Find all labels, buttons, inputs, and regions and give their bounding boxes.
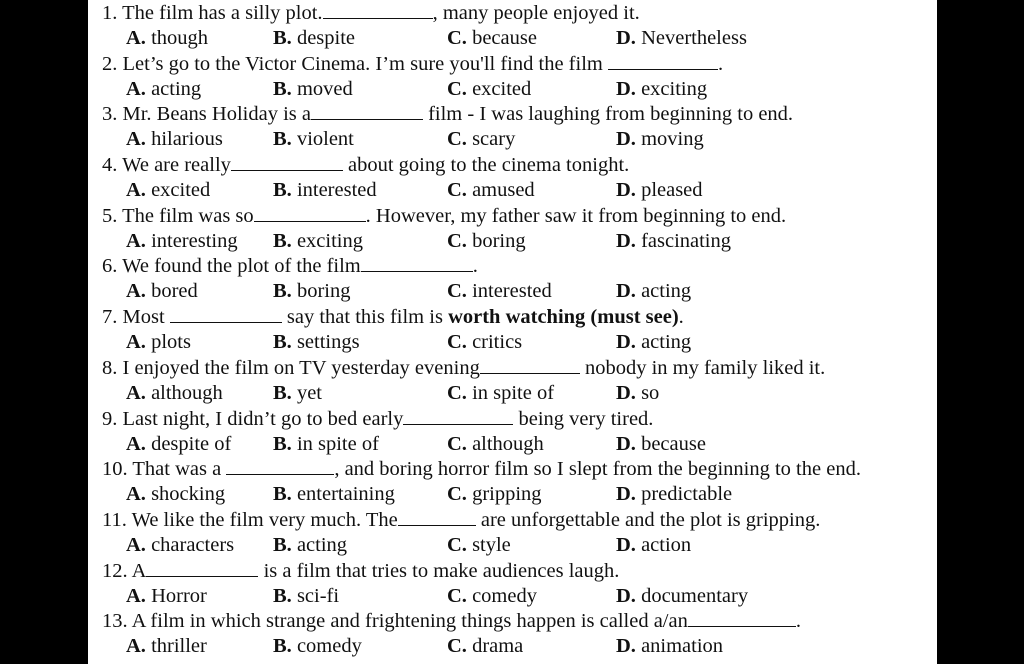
question-12 bbox=[102, 559, 937, 610]
question-text-after: are unforgettable and the plot is gripping. bbox=[475, 508, 821, 531]
option-d bbox=[616, 77, 707, 102]
option-b bbox=[273, 178, 377, 203]
question-text-after: being very tired. bbox=[513, 407, 654, 430]
option-text: excited bbox=[151, 179, 211, 202]
answer-blank bbox=[231, 154, 343, 171]
option-a bbox=[126, 634, 207, 659]
question-number: 10. bbox=[102, 458, 133, 481]
option-c bbox=[447, 482, 542, 507]
answer-blank bbox=[146, 560, 258, 577]
option-c bbox=[447, 330, 522, 355]
option-text: critics bbox=[472, 331, 523, 354]
option-text: acting bbox=[151, 77, 202, 100]
option-text: comedy bbox=[472, 584, 537, 607]
option-a bbox=[126, 330, 191, 355]
option-text: shocking bbox=[151, 483, 226, 506]
question-text-before: We like the film very much. The bbox=[131, 508, 398, 531]
option-b bbox=[273, 229, 363, 254]
option-text: thriller bbox=[151, 635, 207, 658]
option-letter: C. bbox=[447, 280, 467, 303]
option-letter: B. bbox=[273, 331, 292, 354]
answer-blank bbox=[688, 610, 796, 627]
question-text-before: The film was so bbox=[122, 204, 254, 227]
question-stem bbox=[102, 457, 937, 482]
option-text: despite of bbox=[151, 432, 232, 455]
answer-options bbox=[102, 381, 937, 406]
question-text-before: We are really bbox=[122, 154, 231, 177]
question-text-before: A film in which strange and frightening things happen is called a/an bbox=[131, 610, 688, 633]
question-text-before: I enjoyed the film on TV yesterday evening bbox=[122, 356, 480, 379]
option-text: exciting bbox=[641, 77, 708, 100]
answer-options bbox=[102, 634, 937, 659]
option-text: moving bbox=[641, 128, 704, 151]
question-10 bbox=[102, 457, 937, 508]
question-number: 6. bbox=[102, 255, 123, 278]
question-number: 13. bbox=[102, 610, 132, 633]
option-text: because bbox=[641, 432, 706, 455]
question-stem bbox=[102, 254, 937, 279]
option-text: in spite of bbox=[472, 381, 555, 404]
answer-blank bbox=[170, 306, 282, 323]
option-text: drama bbox=[472, 635, 524, 658]
question-text-after: about going to the cinema tonight. bbox=[342, 154, 630, 177]
option-letter: A. bbox=[126, 584, 146, 607]
option-text: settings bbox=[296, 331, 360, 354]
option-letter: C. bbox=[447, 179, 467, 202]
option-letter: C. bbox=[447, 432, 467, 455]
answer-blank bbox=[398, 509, 476, 526]
question-text-end: . bbox=[678, 306, 684, 329]
question-number: 1. bbox=[102, 2, 123, 24]
option-b bbox=[273, 127, 354, 152]
option-letter: A. bbox=[126, 27, 146, 49]
question-1 bbox=[102, 1, 937, 52]
question-2 bbox=[102, 52, 937, 103]
option-text: entertaining bbox=[296, 483, 395, 506]
question-3 bbox=[102, 102, 937, 153]
question-text-after: nobody in my family liked it. bbox=[579, 356, 826, 379]
option-text: action bbox=[641, 533, 692, 556]
worksheet-page bbox=[88, 0, 937, 664]
option-b bbox=[273, 381, 322, 406]
question-text-before: Mr. Beans Holiday is a bbox=[122, 103, 311, 126]
option-letter: A. bbox=[126, 77, 146, 100]
answer-blank bbox=[254, 205, 366, 222]
question-text-before: Most bbox=[122, 306, 170, 329]
question-stem bbox=[102, 508, 937, 533]
option-a bbox=[126, 127, 223, 152]
question-number: 2. bbox=[102, 52, 123, 75]
option-text: excited bbox=[472, 77, 532, 100]
answer-options bbox=[102, 533, 937, 558]
option-a bbox=[126, 482, 225, 507]
option-c bbox=[447, 229, 526, 254]
option-d bbox=[616, 381, 659, 406]
option-letter: A. bbox=[126, 432, 146, 455]
question-number: 3. bbox=[102, 103, 123, 126]
option-letter: B. bbox=[273, 533, 292, 556]
answer-options bbox=[102, 178, 937, 203]
option-letter: D. bbox=[616, 635, 636, 658]
option-letter: C. bbox=[447, 229, 467, 252]
answer-blank bbox=[403, 408, 513, 425]
option-c bbox=[447, 634, 523, 659]
option-c bbox=[447, 26, 537, 51]
question-stem bbox=[102, 559, 937, 584]
option-letter: C. bbox=[447, 27, 467, 49]
question-text-before: That was a bbox=[132, 458, 227, 481]
option-letter: D. bbox=[616, 432, 636, 455]
question-text-after: . bbox=[472, 255, 478, 278]
option-a bbox=[126, 26, 208, 51]
option-text: moved bbox=[296, 77, 353, 100]
question-number: 12. bbox=[102, 559, 132, 582]
option-letter: D. bbox=[616, 280, 636, 303]
question-text-before: We found the plot of the film bbox=[122, 255, 361, 278]
option-d bbox=[616, 26, 747, 51]
option-a bbox=[126, 178, 210, 203]
option-letter: A. bbox=[126, 128, 146, 151]
option-b bbox=[273, 279, 350, 304]
option-letter: D. bbox=[616, 179, 636, 202]
option-text: style bbox=[472, 533, 511, 556]
answer-options bbox=[102, 279, 937, 304]
option-letter: D. bbox=[616, 331, 636, 354]
option-letter: B. bbox=[273, 128, 292, 151]
answer-options bbox=[102, 482, 937, 507]
option-text: in spite of bbox=[296, 432, 379, 455]
question-stem bbox=[102, 153, 937, 178]
option-text: because bbox=[472, 27, 537, 49]
answer-options bbox=[102, 77, 937, 102]
question-text-before: The film has a silly plot. bbox=[122, 2, 323, 24]
option-b bbox=[273, 533, 347, 558]
option-text: predictable bbox=[641, 483, 733, 506]
option-d bbox=[616, 584, 748, 609]
question-number: 5. bbox=[102, 204, 123, 227]
question-text-after: . However, my father saw it from beginning to end. bbox=[365, 204, 787, 227]
option-letter: D. bbox=[616, 483, 636, 506]
question-stem bbox=[102, 356, 937, 381]
option-letter: A. bbox=[126, 331, 146, 354]
option-letter: B. bbox=[273, 432, 292, 455]
question-text-before: A bbox=[131, 559, 147, 582]
option-text: gripping bbox=[472, 483, 542, 506]
option-text: violent bbox=[296, 128, 354, 151]
answer-blank bbox=[608, 53, 718, 70]
answer-options bbox=[102, 26, 937, 51]
option-d bbox=[616, 634, 723, 659]
question-text-after: , many people enjoyed it. bbox=[432, 2, 640, 24]
option-text: bored bbox=[151, 280, 198, 303]
option-text: pleased bbox=[641, 179, 703, 202]
option-a bbox=[126, 229, 238, 254]
answer-blank bbox=[226, 458, 334, 475]
question-text-bold: worth watching (must see) bbox=[448, 306, 679, 329]
question-7 bbox=[102, 305, 937, 356]
option-letter: B. bbox=[273, 635, 292, 658]
option-a bbox=[126, 584, 207, 609]
question-9 bbox=[102, 407, 937, 458]
option-letter: B. bbox=[273, 483, 292, 506]
option-c bbox=[447, 279, 552, 304]
question-number: 7. bbox=[102, 306, 123, 329]
option-b bbox=[273, 432, 379, 457]
answer-options bbox=[102, 584, 937, 609]
option-letter: D. bbox=[616, 27, 636, 49]
question-13 bbox=[102, 609, 937, 660]
option-c bbox=[447, 381, 554, 406]
option-letter: B. bbox=[273, 179, 292, 202]
option-text: plots bbox=[151, 331, 191, 354]
option-d bbox=[616, 533, 691, 558]
option-text: sci-fi bbox=[296, 584, 340, 607]
question-8 bbox=[102, 356, 937, 407]
option-letter: A. bbox=[126, 381, 146, 404]
option-letter: D. bbox=[616, 381, 636, 404]
question-5 bbox=[102, 204, 937, 255]
option-text: documentary bbox=[641, 584, 749, 607]
option-letter: A. bbox=[126, 280, 146, 303]
option-text: although bbox=[151, 381, 223, 404]
option-d bbox=[616, 127, 704, 152]
option-d bbox=[616, 178, 703, 203]
option-b bbox=[273, 584, 339, 609]
option-text: though bbox=[151, 27, 209, 49]
question-text-before: Last night, I didn’t go to bed early bbox=[122, 407, 404, 430]
option-letter: D. bbox=[616, 533, 636, 556]
option-text: so bbox=[641, 381, 660, 404]
option-letter: D. bbox=[616, 77, 636, 100]
answer-blank bbox=[361, 255, 473, 272]
option-a bbox=[126, 381, 223, 406]
option-text: acting bbox=[641, 280, 692, 303]
option-letter: C. bbox=[447, 128, 467, 151]
option-letter: D. bbox=[616, 229, 636, 252]
option-text: exciting bbox=[296, 229, 363, 252]
question-number: 8. bbox=[102, 356, 123, 379]
option-letter: B. bbox=[273, 27, 292, 49]
option-letter: B. bbox=[273, 584, 292, 607]
option-text: interested bbox=[296, 179, 377, 202]
option-text: boring bbox=[472, 229, 526, 252]
option-letter: D. bbox=[616, 128, 636, 151]
option-a bbox=[126, 77, 201, 102]
question-text-before: Let’s go to the Victor Cinema. I’m sure you'll find the film bbox=[122, 52, 608, 75]
question-6 bbox=[102, 254, 937, 305]
question-text-after: film - I was laughing from beginning to end. bbox=[422, 103, 794, 126]
option-c bbox=[447, 178, 535, 203]
option-c bbox=[447, 584, 537, 609]
option-c bbox=[447, 77, 531, 102]
option-letter: C. bbox=[447, 533, 467, 556]
option-letter: B. bbox=[273, 229, 292, 252]
question-text-after: . bbox=[717, 52, 724, 75]
option-d bbox=[616, 330, 691, 355]
option-letter: C. bbox=[447, 635, 467, 658]
answer-options bbox=[102, 229, 937, 254]
option-b bbox=[273, 330, 360, 355]
question-stem bbox=[102, 609, 937, 634]
option-text: Nevertheless bbox=[641, 27, 747, 49]
question-stem bbox=[102, 1, 937, 26]
question-stem bbox=[102, 407, 937, 432]
option-b bbox=[273, 26, 355, 51]
option-b bbox=[273, 482, 395, 507]
option-text: animation bbox=[641, 635, 724, 658]
option-a bbox=[126, 432, 231, 457]
option-text: characters bbox=[151, 533, 235, 556]
question-stem bbox=[102, 52, 937, 77]
option-d bbox=[616, 482, 732, 507]
option-text: scary bbox=[472, 128, 516, 151]
question-11 bbox=[102, 508, 937, 559]
question-stem bbox=[102, 305, 937, 330]
option-a bbox=[126, 533, 234, 558]
question-4 bbox=[102, 153, 937, 204]
option-letter: C. bbox=[447, 584, 467, 607]
option-c bbox=[447, 127, 515, 152]
answer-blank bbox=[311, 103, 423, 120]
question-number: 11. bbox=[102, 508, 132, 531]
question-stem bbox=[102, 102, 937, 127]
option-letter: C. bbox=[447, 381, 467, 404]
option-a bbox=[126, 279, 198, 304]
option-letter: A. bbox=[126, 635, 146, 658]
option-letter: A. bbox=[126, 179, 146, 202]
option-text: boring bbox=[296, 280, 351, 303]
answer-options bbox=[102, 432, 937, 457]
option-text: fascinating bbox=[641, 229, 732, 252]
option-d bbox=[616, 279, 691, 304]
question-number: 4. bbox=[102, 154, 123, 177]
question-stem bbox=[102, 204, 937, 229]
option-text: acting bbox=[296, 533, 348, 556]
option-c bbox=[447, 432, 544, 457]
option-letter: B. bbox=[273, 381, 292, 404]
option-letter: A. bbox=[126, 229, 146, 252]
option-text: interesting bbox=[151, 229, 238, 252]
option-text: although bbox=[472, 432, 544, 455]
answer-options bbox=[102, 127, 937, 152]
option-c bbox=[447, 533, 511, 558]
option-text: despite bbox=[296, 27, 356, 49]
option-letter: C. bbox=[447, 77, 467, 100]
option-letter: B. bbox=[273, 77, 292, 100]
option-text: amused bbox=[472, 179, 535, 202]
option-text: hilarious bbox=[151, 128, 223, 151]
question-text-after: is a film that tries to make audiences laugh. bbox=[258, 559, 620, 582]
question-text-after: , and boring horror film so I slept from the beginning to the end. bbox=[334, 458, 861, 481]
option-letter: C. bbox=[447, 331, 467, 354]
option-text: Horror bbox=[151, 584, 207, 607]
question-number: 9. bbox=[102, 407, 123, 430]
option-letter: C. bbox=[447, 483, 467, 506]
option-d bbox=[616, 432, 706, 457]
option-text: comedy bbox=[296, 635, 362, 658]
option-letter: B. bbox=[273, 280, 292, 303]
option-text: interested bbox=[472, 280, 552, 303]
answer-blank bbox=[323, 2, 433, 19]
option-letter: A. bbox=[126, 533, 146, 556]
question-text-after: say that this film is bbox=[281, 306, 449, 329]
answer-options bbox=[102, 330, 937, 355]
option-text: yet bbox=[296, 381, 322, 404]
option-d bbox=[616, 229, 731, 254]
option-letter: A. bbox=[126, 483, 146, 506]
option-b bbox=[273, 634, 362, 659]
question-text-after: . bbox=[795, 610, 801, 633]
question-list bbox=[102, 1, 937, 660]
option-letter: D. bbox=[616, 584, 636, 607]
option-b bbox=[273, 77, 353, 102]
option-text: acting bbox=[641, 331, 692, 354]
answer-blank bbox=[480, 357, 580, 374]
